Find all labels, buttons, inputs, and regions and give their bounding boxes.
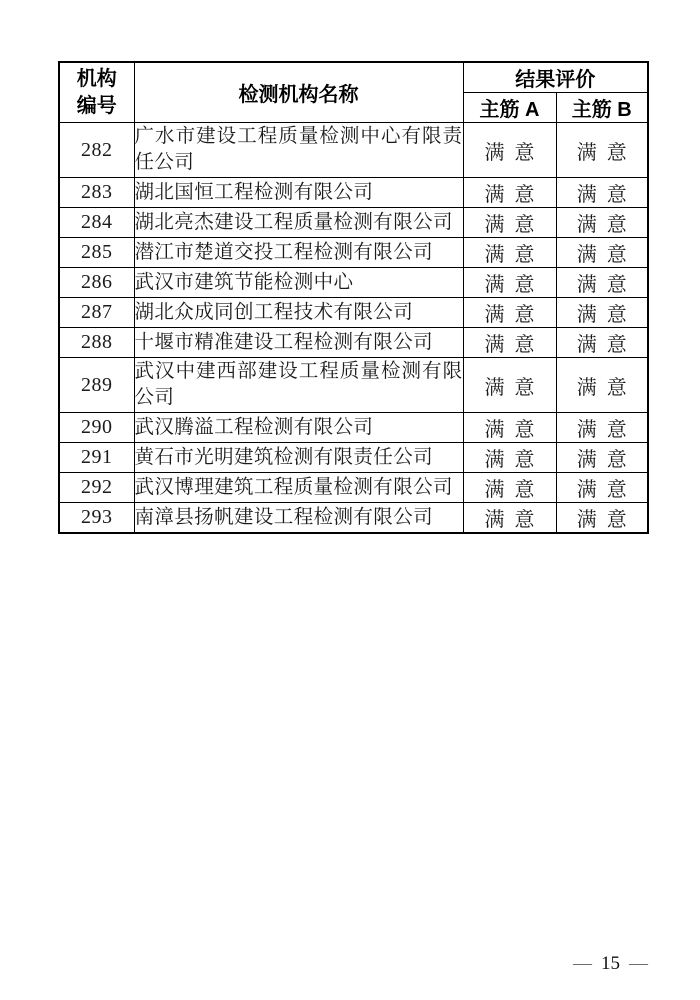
- table-row: [59, 123, 648, 178]
- result-b-cell: 满意: [556, 298, 648, 328]
- result-b-cell: 满意: [556, 208, 648, 238]
- result-b-cell: 满意: [556, 123, 648, 178]
- result-b-cell: 满意: [556, 328, 648, 358]
- org-no-cell: 284: [59, 208, 134, 238]
- table-row: [59, 443, 648, 473]
- result-a-cell: 满意: [463, 208, 556, 238]
- header-rebar-a: 主筋 A: [463, 93, 556, 123]
- result-a-cell: 满意: [463, 268, 556, 298]
- table-row: [59, 298, 648, 328]
- result-b-cell: 满意: [556, 473, 648, 503]
- header-rebar-b: 主筋 B: [556, 93, 648, 123]
- result-b-cell: 满意: [556, 503, 648, 534]
- result-b-cell: 满意: [556, 238, 648, 268]
- org-name-cell: 广水市建设工程质量检测中心有限责任公司: [134, 123, 463, 178]
- header-result-group: 结果评价: [463, 62, 648, 93]
- org-no-cell: 285: [59, 238, 134, 268]
- result-b-cell: 满意: [556, 178, 648, 208]
- org-name-cell: 湖北众成同创工程技术有限公司: [134, 298, 463, 328]
- result-b-cell: 满意: [556, 413, 648, 443]
- result-a-cell: 满意: [463, 178, 556, 208]
- header-org-no-line1: 机构: [76, 67, 117, 90]
- org-name-cell: 潜江市楚道交投工程检测有限公司: [134, 238, 463, 268]
- result-a-cell: 满意: [463, 413, 556, 443]
- org-name-cell: 武汉腾溢工程检测有限公司: [134, 413, 463, 443]
- org-no-cell: 283: [59, 178, 134, 208]
- org-name-cell: 湖北亮杰建设工程质量检测有限公司: [134, 208, 463, 238]
- result-a-cell: 满意: [463, 123, 556, 178]
- org-no-cell: 289: [59, 358, 134, 413]
- table-row: [59, 238, 648, 268]
- table-row: [59, 473, 648, 503]
- org-no-cell: 293: [59, 503, 134, 534]
- page-number: [573, 953, 648, 975]
- result-a-cell: 满意: [463, 443, 556, 473]
- result-a-cell: 满意: [463, 328, 556, 358]
- header-org-no: [59, 62, 134, 123]
- page-number-value: 15: [601, 953, 620, 974]
- header-org-no-line2: 编号: [76, 94, 117, 117]
- org-name-cell: 武汉市建筑节能检测中心: [134, 268, 463, 298]
- org-name-cell: 湖北国恒工程检测有限公司: [134, 178, 463, 208]
- org-no-cell: 287: [59, 298, 134, 328]
- result-a-cell: 满意: [463, 473, 556, 503]
- org-name-cell: 十堰市精准建设工程检测有限公司: [134, 328, 463, 358]
- org-no-cell: 290: [59, 413, 134, 443]
- results-table: [58, 61, 649, 534]
- result-a-cell: 满意: [463, 238, 556, 268]
- table-row: [59, 178, 648, 208]
- org-name-cell: 武汉博理建筑工程质量检测有限公司: [134, 473, 463, 503]
- org-no-cell: 282: [59, 123, 134, 178]
- org-name-cell: 黄石市光明建筑检测有限责任公司: [134, 443, 463, 473]
- result-b-cell: 满意: [556, 268, 648, 298]
- header-org-name: 检测机构名称: [134, 62, 463, 123]
- result-b-cell: 满意: [556, 358, 648, 413]
- result-a-cell: 满意: [463, 298, 556, 328]
- org-no-cell: 288: [59, 328, 134, 358]
- org-name-cell: 武汉中建西部建设工程质量检测有限公司: [134, 358, 463, 413]
- table-row: [59, 268, 648, 298]
- page-number-dash-left: —: [573, 953, 592, 974]
- result-b-cell: 满意: [556, 443, 648, 473]
- org-no-cell: 286: [59, 268, 134, 298]
- table-row: [59, 413, 648, 443]
- result-a-cell: 满意: [463, 503, 556, 534]
- table-row: [59, 503, 648, 534]
- org-name-cell: 南漳县扬帆建设工程检测有限公司: [134, 503, 463, 534]
- page-number-dash-right: —: [629, 953, 648, 974]
- org-no-cell: 291: [59, 443, 134, 473]
- table-row: [59, 328, 648, 358]
- result-a-cell: 满意: [463, 358, 556, 413]
- table-row: [59, 358, 648, 413]
- org-no-cell: 292: [59, 473, 134, 503]
- table-row: [59, 208, 648, 238]
